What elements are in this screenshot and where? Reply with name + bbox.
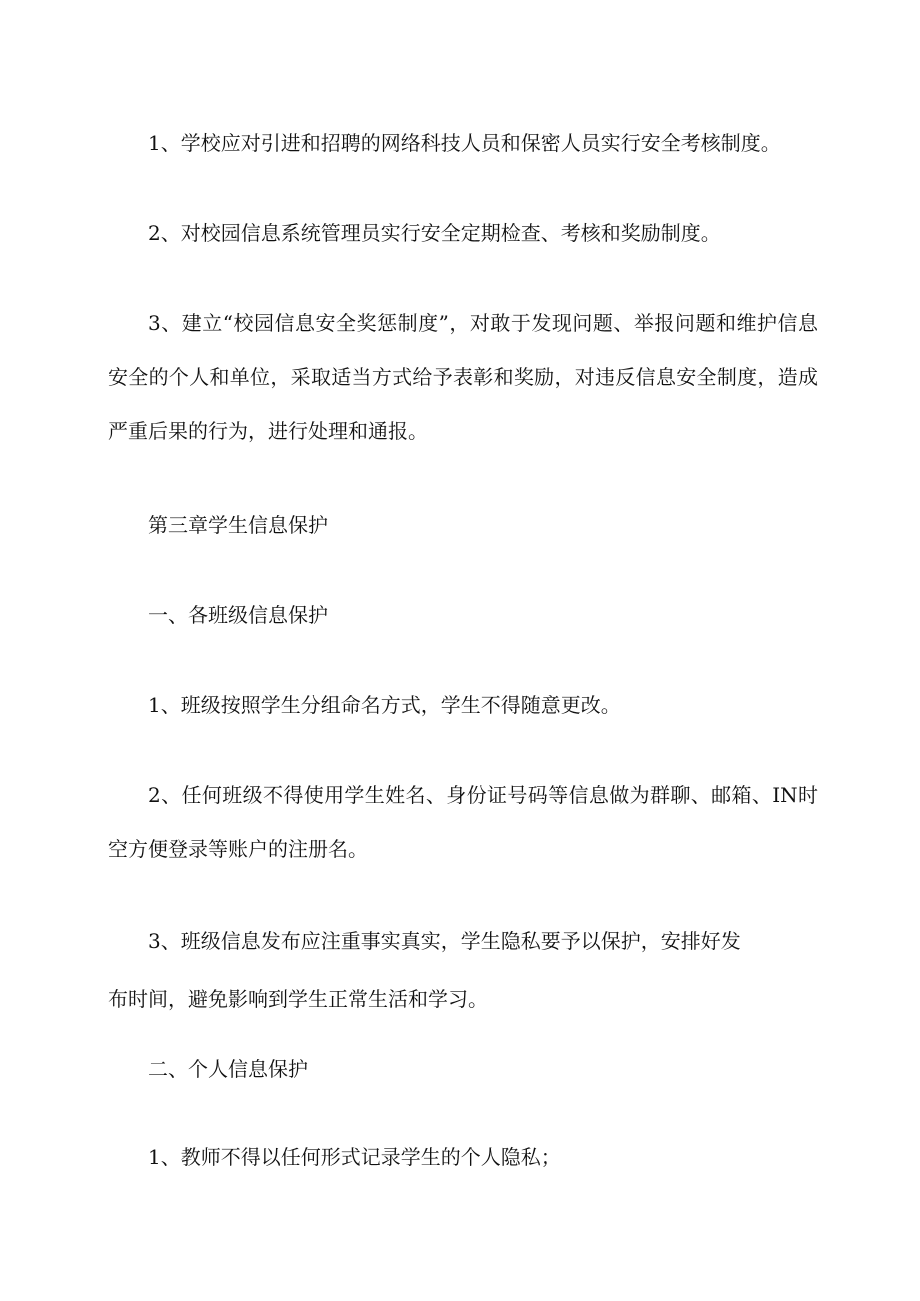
paragraph-1: 1、学校应对引进和招聘的网络科技人员和保密人员实行安全考核制度。 xyxy=(148,131,781,155)
paragraph-2: 2、对校园信息系统管理员实行安全定期检查、考核和奖励制度。 xyxy=(148,221,721,245)
chapter-heading: 第三章学生信息保护 xyxy=(148,513,328,537)
paragraph-3: 3、建立“校园信息安全奖惩制度”，对敢于发现问题、举报问题和维护信息安全的个人和单位，采取适当方式给予表彰和奖励，对违反信息安全制度，造成严重后果的行为，进行处理和通报。 xyxy=(108,311,818,443)
section-heading-1: 一、各班级信息保护 xyxy=(148,603,328,627)
paragraph-6: 3、班级信息发布应注重事实真实，学生隐私要予以保护，安排好发 xyxy=(148,929,741,953)
paragraph-4: 1、班级按照学生分组命名方式，学生不得随意更改。 xyxy=(148,693,621,717)
section-heading-2: 二、个人信息保护 xyxy=(148,1057,308,1081)
paragraph-5: 2、任何班级不得使用学生姓名、身份证号码等信息做为群聊、邮箱、IN时空方便登录等账户的注册名。 xyxy=(108,783,818,861)
paragraph-7: 1、教师不得以任何形式记录学生的个人隐私； xyxy=(148,1145,561,1169)
paragraph-6-continuation: 布时间，避免影响到学生正常生活和学习。 xyxy=(108,987,488,1011)
